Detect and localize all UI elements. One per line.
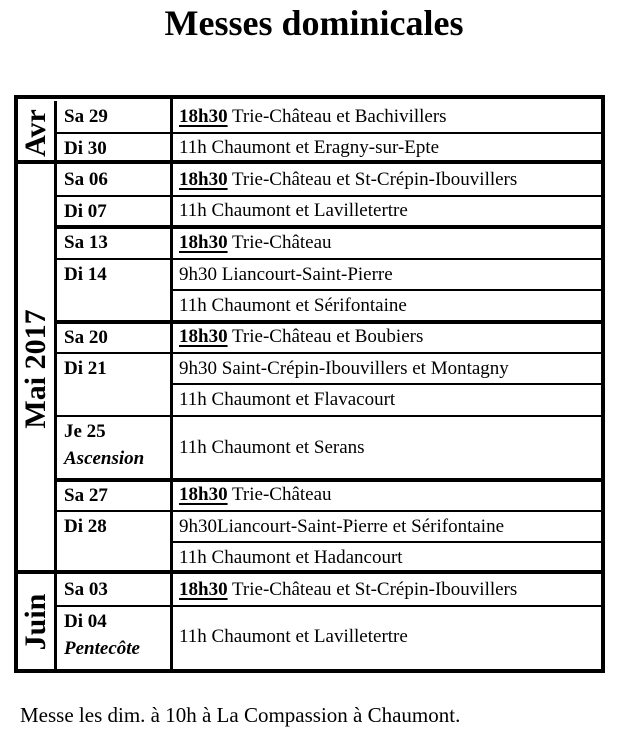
mass-location: Trie-Château xyxy=(227,231,332,253)
mass-location: Trie-Château et Bachivillers xyxy=(227,105,447,127)
mass-separator xyxy=(170,541,605,543)
mass-location: 9h30 Saint-Crépin-Ibouvillers et Montagny xyxy=(179,358,509,379)
day-label: Di 28 xyxy=(64,516,107,537)
day-label: Sa 29 xyxy=(64,106,108,127)
mass-entry xyxy=(179,200,408,222)
mass-location: 11h Chaumont et Eragny-sur-Epte xyxy=(179,137,440,159)
mass-entry xyxy=(179,358,509,380)
day-label: Sa 20 xyxy=(64,326,108,348)
day-label: Sa 03 xyxy=(64,579,108,600)
table-border-left xyxy=(14,95,18,673)
mass-entry xyxy=(179,437,365,459)
day-separator xyxy=(54,415,605,417)
mass-entry xyxy=(179,264,393,286)
mass-entry xyxy=(179,579,517,601)
day-label: Di 14 xyxy=(64,263,107,285)
mass-location: Trie-Château xyxy=(227,484,332,506)
mass-time: 18h30 xyxy=(179,231,228,253)
day-label: Je 25 xyxy=(64,421,106,442)
mass-entry xyxy=(179,137,439,159)
table-border-top xyxy=(14,95,605,99)
mass-time: 18h30 xyxy=(179,105,228,127)
mass-location: 9h30Liancourt-Saint-Pierre et Sérifontaine xyxy=(179,516,505,537)
mass-entry xyxy=(179,106,447,128)
mass-separator xyxy=(170,289,605,291)
mass-entry xyxy=(179,516,504,538)
month-separator xyxy=(14,160,605,164)
day-label: Di 30 xyxy=(64,137,107,159)
day-separator xyxy=(54,605,605,607)
mass-entry xyxy=(179,295,407,317)
day-label: Sa 13 xyxy=(64,232,108,253)
week-separator xyxy=(54,225,605,229)
mass-time: 18h30 xyxy=(179,578,228,600)
mass-time: 18h30 xyxy=(179,168,228,190)
mass-location: Trie-Château et Boubiers xyxy=(227,326,424,348)
mass-time: 18h30 xyxy=(179,484,228,506)
footer-note: Messe les dim. à 10h à La Compassion à Chaumont. xyxy=(20,703,461,727)
day-column-divider xyxy=(54,574,57,669)
mass-location: 11h Chaumont et Flavacourt xyxy=(179,389,396,410)
mass-separator xyxy=(170,383,605,385)
day-label: Di 07 xyxy=(64,200,107,222)
day-label: Di 04 xyxy=(64,610,107,632)
page-title: Messes dominicales xyxy=(164,3,464,43)
mass-entry xyxy=(179,547,403,569)
week-separator xyxy=(54,320,605,324)
month-label: Mai 2017 xyxy=(19,309,52,429)
feast-label: Pentecôte xyxy=(64,637,140,659)
mass-location: Trie-Château et St-Crépin-Ibouvillers xyxy=(227,578,518,600)
day-label: Di 21 xyxy=(64,358,107,379)
month-label: Juin xyxy=(19,593,52,650)
mass-location: Trie-Château et St-Crépin-Ibouvillers xyxy=(227,168,518,190)
table-border-bottom xyxy=(14,669,605,673)
mass-time: 18h30 xyxy=(179,326,228,348)
mass-location: 11h Chaumont et Lavilletertre xyxy=(179,626,408,648)
day-label: Sa 27 xyxy=(64,484,108,506)
mass-location: 11h Chaumont et Serans xyxy=(179,436,365,458)
mass-schedule-table xyxy=(14,95,605,675)
feast-label: Ascension xyxy=(64,448,145,469)
day-label: Sa 06 xyxy=(64,169,108,190)
mass-location: 11h Chaumont et Sérifontaine xyxy=(179,294,407,316)
day-separator xyxy=(54,132,605,134)
day-separator xyxy=(54,352,605,354)
mass-entry xyxy=(179,484,332,506)
mass-location: 11h Chaumont et Lavilletertre xyxy=(179,200,408,222)
mass-entry xyxy=(179,326,423,348)
mass-entry xyxy=(179,232,332,254)
day-separator xyxy=(54,258,605,260)
mass-location: 11h Chaumont et Hadancourt xyxy=(179,547,403,568)
month-label: Avr xyxy=(19,108,52,157)
mass-entry xyxy=(179,389,395,411)
mass-location: 9h30 Liancourt-Saint-Pierre xyxy=(179,263,393,285)
day-separator xyxy=(54,510,605,512)
month-separator xyxy=(14,570,605,574)
week-separator xyxy=(54,478,605,482)
mass-entry xyxy=(179,169,517,191)
day-separator xyxy=(54,195,605,197)
mass-entry xyxy=(179,626,408,648)
